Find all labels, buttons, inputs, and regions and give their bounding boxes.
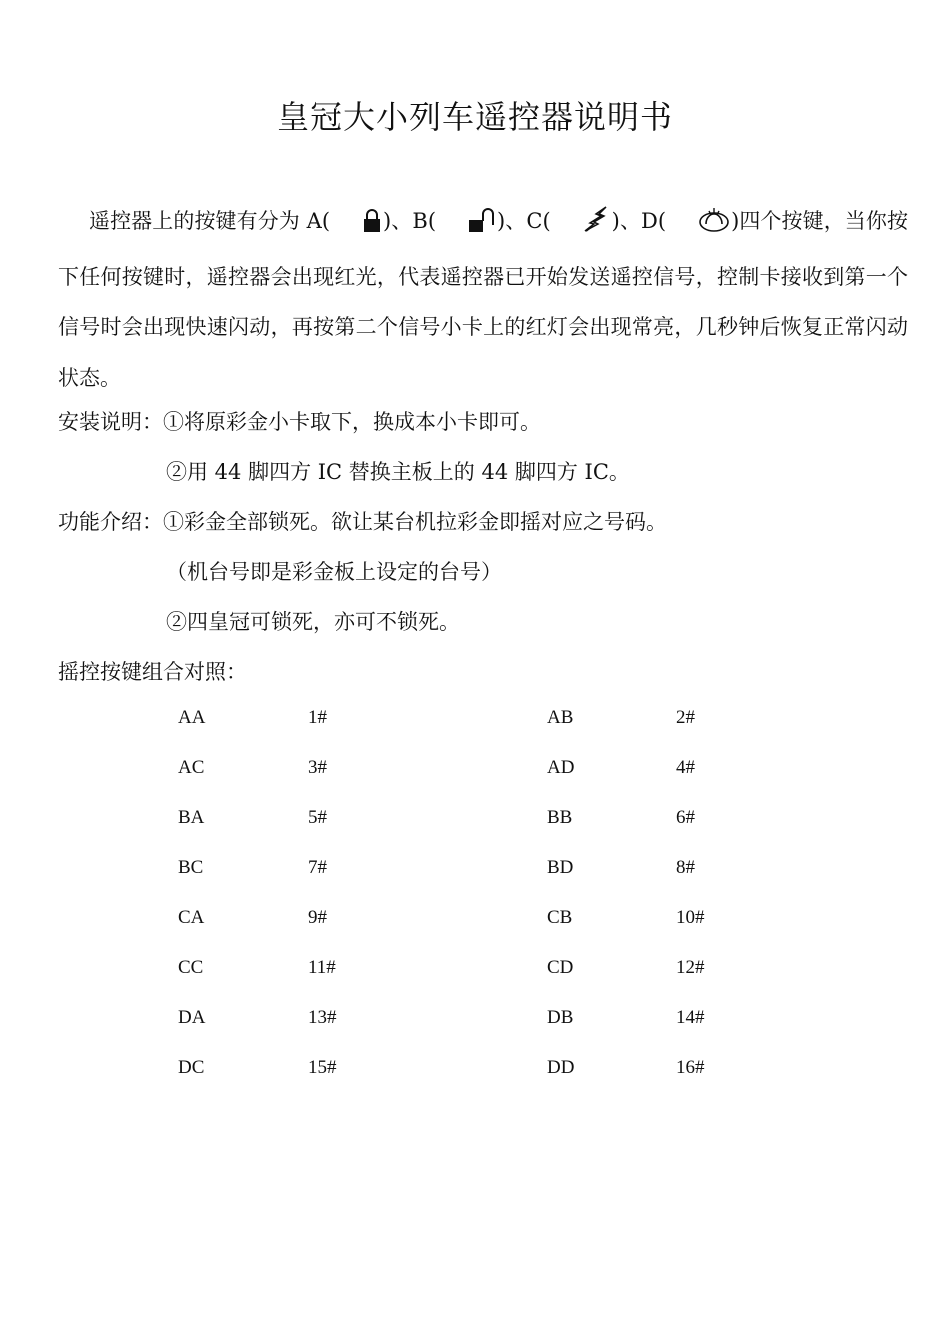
- install-label: 安装说明：: [58, 410, 163, 434]
- combo-keys: AB: [547, 707, 574, 728]
- combo-keys: CD: [547, 957, 574, 978]
- lock-closed-icon: [330, 201, 383, 252]
- combo-keys: AC: [178, 757, 205, 778]
- combo-keys: AA: [178, 707, 206, 728]
- combo-code: 8#: [676, 857, 695, 878]
- features-item-1: ①彩金全部锁死。欲让某台机拉彩金即摇对应之号码。: [163, 510, 667, 534]
- combo-keys: DB: [547, 1007, 574, 1028]
- install-section: [58, 406, 541, 436]
- combo-keys: CB: [547, 907, 573, 928]
- combo-code: 11#: [308, 957, 336, 978]
- combo-code: 16#: [676, 1057, 705, 1078]
- combo-code: 3#: [308, 757, 327, 778]
- intro-suffix: )四个按键，当你按下任何按键时，遥控器会出现红光，代表遥控器已开始发送遥控信号，控制卡接收到第一个信号时会出现快速闪动，再按第二个信号小卡上的红灯会出现常亮，几秒钟后恢复正常闪动状态。: [58, 209, 908, 390]
- install-item-1: ①将原彩金小卡取下，换成本小卡即可。: [163, 410, 541, 434]
- intro-sep-d: )、D(: [611, 209, 667, 233]
- alarm-bell-icon: [666, 201, 731, 252]
- combo-keys: BA: [178, 807, 205, 828]
- combo-code: 5#: [308, 807, 327, 828]
- combo-keys: CC: [178, 957, 204, 978]
- combo-keys: DA: [178, 1007, 206, 1028]
- combo-code: 10#: [676, 907, 705, 928]
- features-label: 功能介绍：: [58, 510, 163, 534]
- combo-code: 6#: [676, 807, 695, 828]
- combo-code: 14#: [676, 1007, 705, 1028]
- install-item-2: ②用 44 脚四方 IC 替换主板上的 44 脚四方 IC。: [166, 460, 630, 484]
- combo-code: 13#: [308, 1007, 337, 1028]
- combo-keys: BB: [547, 807, 573, 828]
- combo-code: 4#: [676, 757, 695, 778]
- combo-keys: BD: [547, 857, 574, 878]
- combo-code: 9#: [308, 907, 327, 928]
- combo-keys: BC: [178, 857, 204, 878]
- intro-prefix: 遥控器上的按键有分为 A(: [89, 209, 331, 233]
- intro-paragraph: [58, 196, 908, 403]
- combo-code: 1#: [308, 707, 327, 728]
- combo-keys: DC: [178, 1057, 205, 1078]
- combo-code: 15#: [308, 1057, 337, 1078]
- intro-sep-c: )、C(: [497, 209, 551, 233]
- combo-keys: DD: [547, 1057, 575, 1078]
- combo-code: 7#: [308, 857, 327, 878]
- intro-sep-b: )、B(: [383, 209, 437, 233]
- page-title: 皇冠大小列车遥控器说明书: [276, 98, 673, 136]
- combo-code: 2#: [676, 707, 695, 728]
- features-item-2: ②四皇冠可锁死，亦可不锁死。: [166, 610, 460, 634]
- features-section: [58, 506, 667, 536]
- combos-heading: 摇控按键组合对照：: [58, 660, 247, 684]
- combo-keys: AD: [547, 757, 575, 778]
- combo-code: 12#: [676, 957, 705, 978]
- combo-keys: CA: [178, 907, 205, 928]
- lock-open-icon: [436, 201, 497, 252]
- lightning-icon: [551, 201, 612, 252]
- features-item-1-note: （机台号即是彩金板上设定的台号）: [166, 560, 502, 584]
